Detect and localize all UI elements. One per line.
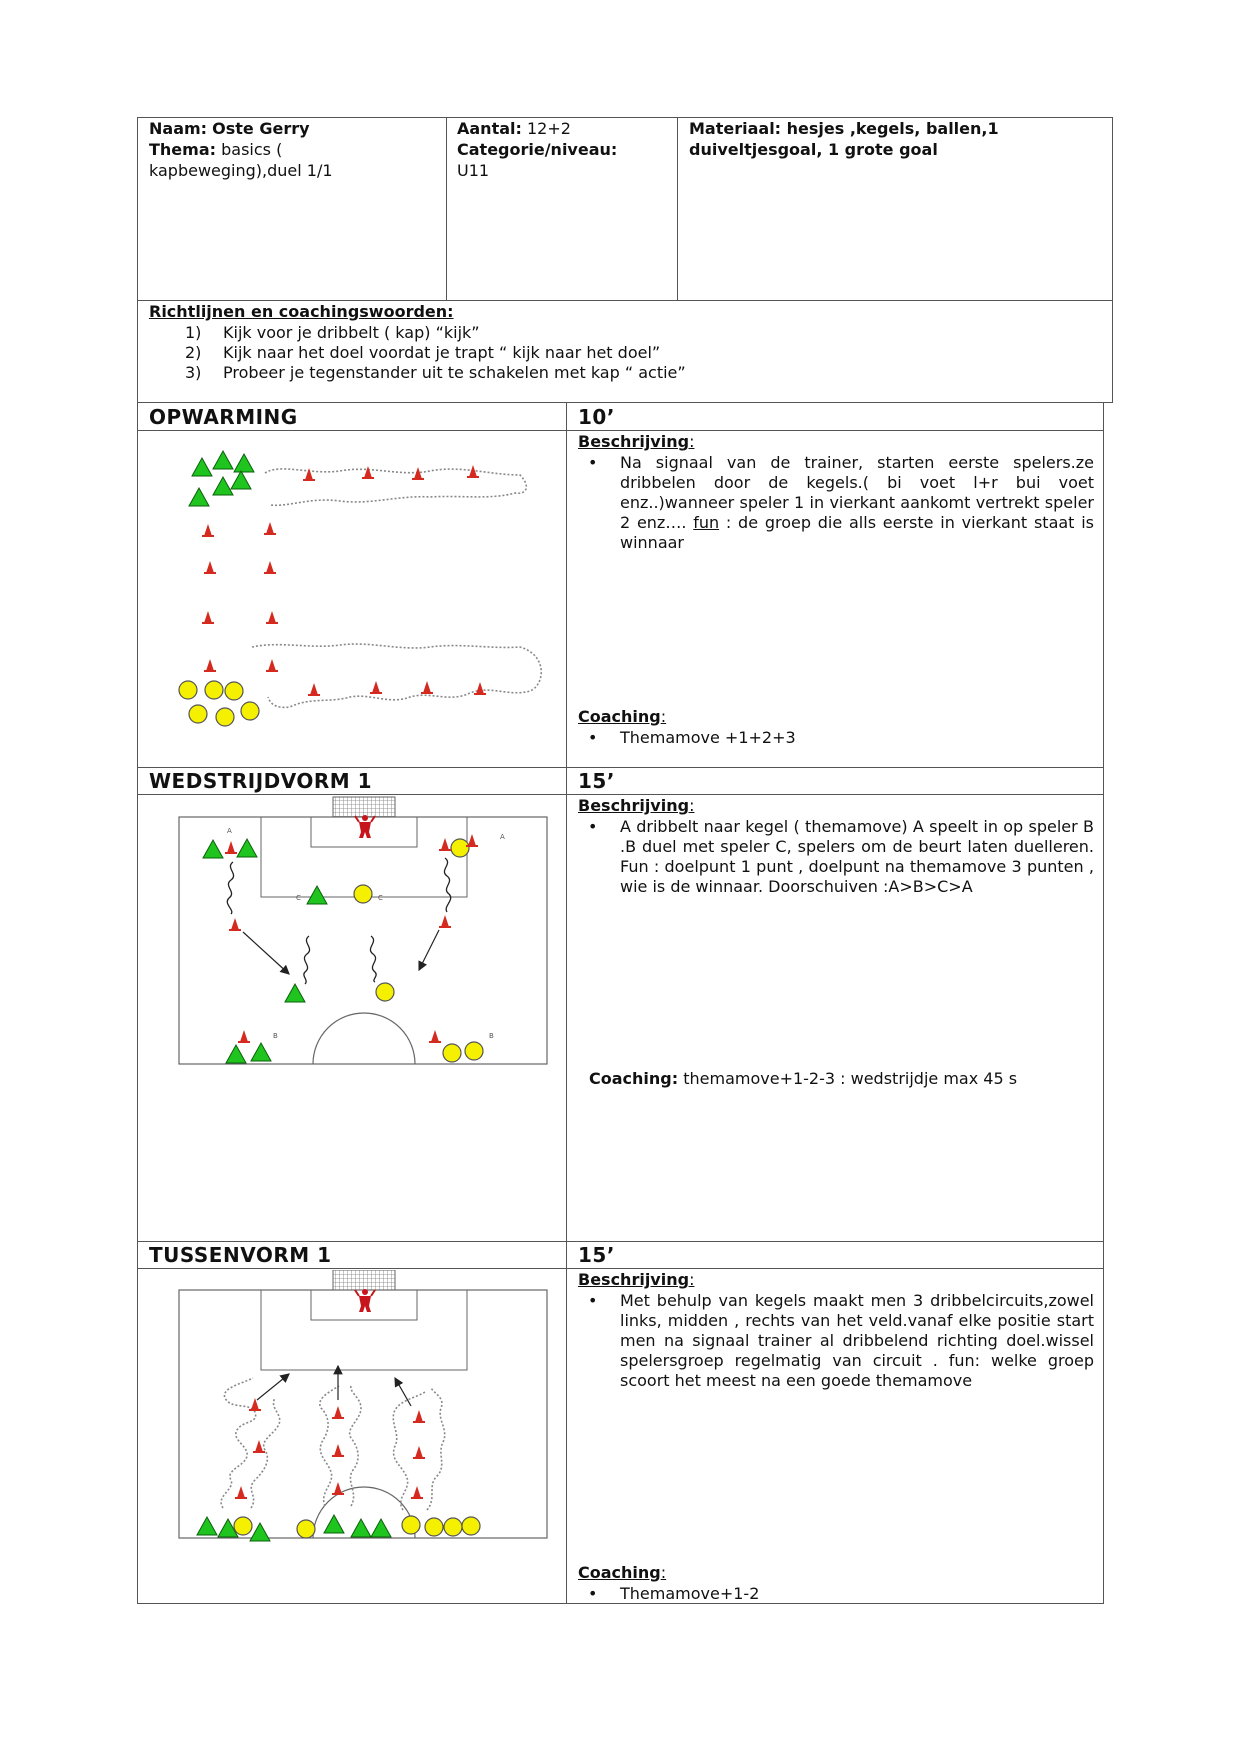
cone (362, 466, 374, 479)
coaching-text: themamove+1-2-3 : wedstrijdje max 45 s (683, 1069, 1018, 1088)
cone (412, 467, 424, 480)
yellow-player (402, 1516, 420, 1534)
guideline-num: 1) (185, 323, 202, 342)
yellow-player (189, 705, 207, 723)
description-item: • A dribbelt naar kegel ( themamove) A speelt in op speler B .B duel met speler C, spelers om de beurt laten duelleren. Fun : doelpunt 1 punt , doelpunt na themamove 3 punten , wie is de winnaar. Doorschuiven :A>B>C>A (578, 817, 1094, 897)
yellow-player (216, 708, 234, 726)
description-list (578, 817, 1094, 897)
guideline-num: 2) (185, 343, 202, 362)
description-list (578, 1291, 1094, 1391)
yellow-player (225, 682, 243, 700)
section-duration: 15’ (578, 769, 615, 793)
thema-label: Thema: (149, 140, 217, 159)
label-a: A (500, 833, 505, 841)
row-line (137, 430, 1104, 431)
naam-value: Oste Gerry (212, 119, 310, 138)
cone (370, 681, 382, 694)
materiaal-line2: duiveltjesgoal, 1 grote goal (689, 140, 938, 159)
cone (264, 561, 276, 574)
thema-value-line1: basics ( (221, 140, 283, 159)
section-title-opwarming: OPWARMING (149, 405, 298, 429)
coaching-list (578, 1584, 1094, 1604)
row-line (137, 1241, 1104, 1242)
guideline-text: Kijk naar het doel voordat je trapt “ kijk naar het doel” (223, 343, 661, 362)
section-title-tussenvorm: TUSSENVORM 1 (149, 1243, 332, 1267)
label-b: B (273, 1032, 278, 1040)
cone (204, 561, 216, 574)
description-item: • Met behulp van kegels maakt men 3 dribbelcircuits,zowel links, midden , rechts van het veld.vanaf elke positie start men na signaal trainer al dribbelend richting doel.wissel spelersgroep regelmatig van circuit . fun: welke groep scoort het meest na een goede themamove (578, 1291, 1094, 1391)
opwarming-diagram (170, 435, 560, 735)
aantal-field (457, 119, 571, 139)
coaching-list (578, 728, 1094, 748)
thema-field (149, 140, 282, 160)
materiaal-line1: Materiaal: hesjes ,kegels, ballen,1 (689, 119, 999, 138)
goal (333, 797, 395, 817)
yellow-player (205, 681, 223, 699)
wedstrijdvorm-diagram (175, 796, 555, 1076)
cone (202, 611, 214, 624)
cone (266, 611, 278, 624)
tussenvorm-diagram (175, 1270, 555, 1550)
yellow-player (354, 885, 372, 903)
cone (202, 524, 214, 537)
green-player (213, 477, 233, 495)
naam-field (149, 119, 310, 139)
header-divider (137, 300, 1113, 301)
yellow-player (425, 1518, 443, 1536)
yellow-player (241, 702, 259, 720)
cone (474, 682, 486, 695)
field (179, 817, 547, 1064)
field (179, 1290, 547, 1538)
thema-value-line2: kapbeweging),duel 1/1 (149, 161, 333, 180)
categorie-label: Categorie/niveau: (457, 140, 618, 159)
categorie-value: U11 (457, 161, 490, 180)
dribble-path (252, 644, 541, 707)
label-b: B (489, 1032, 494, 1040)
guideline-num: 3) (185, 363, 202, 382)
cone (421, 681, 433, 694)
yellow-player (376, 983, 394, 1001)
dribble-path (265, 469, 526, 505)
description-item: • Na signaal van de trainer, starten eerste spelers.ze dribbelen door de kegels.( bi voet l+r bui voet enz..)wanneer speler 1 in vierkant aankomt vertrekt speler 2 enz…. fun : de groep die alls eerste in vierkant staat is winnaar (578, 453, 1094, 553)
beschrijving-label: Beschrijving: (578, 432, 695, 451)
sections-col-divider (566, 403, 567, 1603)
description-list (578, 453, 1094, 553)
cone (204, 659, 216, 672)
cone (308, 683, 320, 696)
guideline-item (149, 363, 1089, 383)
guidelines-list (149, 323, 1089, 383)
yellow-player (179, 681, 197, 699)
row-line (137, 767, 1104, 768)
yellow-player (234, 1517, 252, 1535)
coaching-item: • Themamove+1-2 (578, 1584, 1094, 1604)
green-player (192, 458, 212, 476)
coaching-label: Coaching: (578, 1563, 667, 1582)
yellow-player (462, 1517, 480, 1535)
yellow-player (465, 1042, 483, 1060)
cone (266, 659, 278, 672)
section-duration: 15’ (578, 1243, 615, 1267)
guideline-text: Kijk voor je dribbelt ( kap) “kijk” (223, 323, 480, 342)
aantal-label: Aantal: (457, 119, 522, 138)
aantal-value: 12+2 (527, 119, 571, 138)
fun-word: fun (693, 513, 720, 532)
green-player (189, 488, 209, 506)
label-c: C (378, 894, 383, 902)
guideline-text: Probeer je tegenstander uit te schakelen met kap “ actie” (223, 363, 686, 382)
naam-label: Naam: (149, 119, 208, 138)
coaching-line (589, 1069, 1017, 1089)
green-player (234, 454, 254, 472)
label-c: C (296, 894, 301, 902)
coaching-label: Coaching: (578, 707, 667, 726)
header-col-divider-1 (446, 117, 447, 301)
guideline-item (149, 343, 1089, 363)
guideline-item (149, 323, 1089, 343)
coaching-item: • Themamove +1+2+3 (578, 728, 1094, 748)
green-player (213, 451, 233, 469)
beschrijving-label: Beschrijving: (578, 796, 695, 815)
guidelines-title: Richtlijnen en coachingswoorden: (149, 302, 454, 321)
yellow-player (443, 1044, 461, 1062)
row-line (137, 794, 1104, 795)
yellow-player (451, 839, 469, 857)
section-title-wedstrijdvorm: WEDSTRIJDVORM 1 (149, 769, 373, 793)
goal (333, 1270, 395, 1290)
row-line (137, 1268, 1104, 1269)
header-col-divider-2 (677, 117, 678, 301)
label-a: A (227, 827, 232, 835)
beschrijving-label: Beschrijving: (578, 1270, 695, 1289)
green-player (231, 471, 251, 489)
coaching-label: Coaching: (589, 1069, 679, 1088)
section-duration: 10’ (578, 405, 615, 429)
yellow-player (297, 1520, 315, 1538)
yellow-player (444, 1518, 462, 1536)
cone (264, 522, 276, 535)
